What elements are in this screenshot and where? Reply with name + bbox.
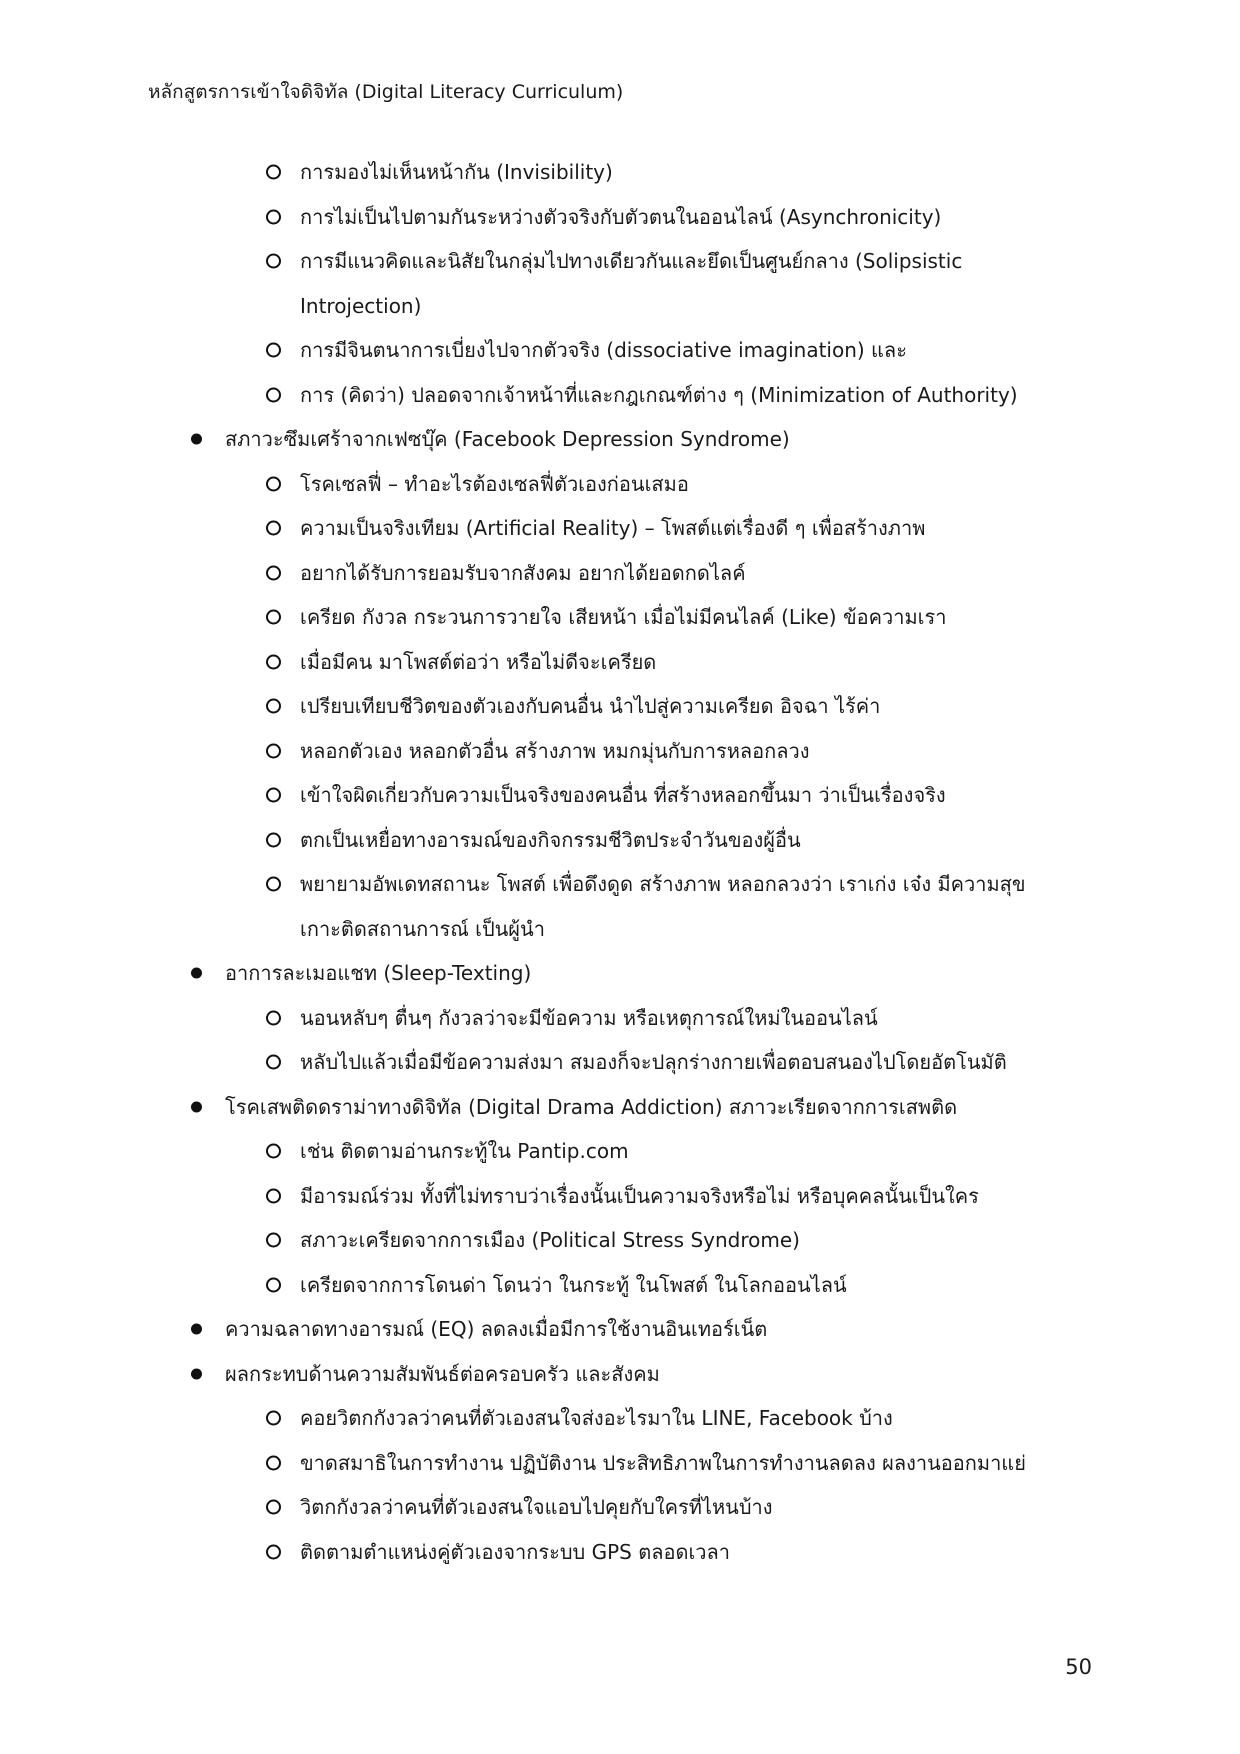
- list-item: [0, 1218, 1240, 1263]
- list-item-text: Introjection): [300, 293, 422, 318]
- list-item-text: ขาดสมาธิในการทำงาน ปฏิบัติงาน ประสิทธิภาพในการทำงานลดลง ผลงานออกมาแย่: [300, 1450, 1026, 1475]
- list-item-text: พยายามอัพเดทสถานะ โพสต์ เพื่อดึงดูด สร้างภาพ หลอกลวงว่า เราเก่ง เจ๋ง มีความสุข: [300, 872, 1026, 896]
- hollow-circle-bullet-icon: [266, 387, 281, 402]
- hollow-circle-bullet-icon: [266, 521, 281, 536]
- section-bullet: [0, 951, 1240, 996]
- list-item: [0, 1530, 1240, 1575]
- list-item-text: เมื่อมีคน มาโพสต์ต่อว่า หรือไม่ดีจะเครียด: [300, 649, 657, 674]
- list-item: [0, 551, 1240, 596]
- list-item-text: หลับไปแล้วเมื่อมีข้อความส่งมา สมองก็จะปลุกร่างกายเพื่อตอบสนองไปโดยอัตโนมัติ: [300, 1050, 1007, 1074]
- hollow-circle-bullet-icon: [266, 209, 281, 224]
- list-item-text: สภาวะเครียดจากการเมือง (Political Stress Syndrome): [300, 1228, 800, 1252]
- hollow-circle-bullet-icon: [266, 610, 281, 625]
- list-item: [0, 1040, 1240, 1085]
- list-item-text: เข้าใจผิดเกี่ยวกับความเป็นจริงของคนอื่น ที่สร้างหลอกขึ้นมา ว่าเป็นเรื่องจริง: [300, 783, 946, 807]
- hollow-circle-bullet-icon: [266, 699, 281, 714]
- list-item: [0, 1441, 1240, 1486]
- filled-circle-bullet-icon: [191, 434, 202, 445]
- list-item: [0, 862, 1240, 907]
- list-item-text: วิตกกังวลว่าคนที่ตัวเองสนใจแอบไปคุยกับใครที่ไหนบ้าง: [300, 1495, 773, 1519]
- list-item: [0, 1485, 1240, 1530]
- section-bullet: [0, 417, 1240, 462]
- hollow-circle-bullet-icon: [266, 1544, 281, 1559]
- page-number: 50: [1065, 1655, 1092, 1679]
- list-item: [0, 328, 1240, 373]
- list-item: [0, 640, 1240, 685]
- filled-circle-bullet-icon: [191, 968, 202, 979]
- hollow-circle-bullet-icon: [266, 565, 281, 580]
- list-item: [0, 684, 1240, 729]
- hollow-circle-bullet-icon: [266, 1188, 281, 1203]
- list-item-text: การ (คิดว่า) ปลอดจากเจ้าหน้าที่และกฎเกณฑ์ต่าง ๆ (Minimization of Authority): [300, 382, 1018, 407]
- list-item-text: คอยวิตกกังวลว่าคนที่ตัวเองสนใจส่งอะไรมาใน LINE, Facebook บ้าง: [300, 1406, 893, 1430]
- hollow-circle-bullet-icon: [266, 877, 281, 892]
- list-item-text: นอนหลับๆ ตื่นๆ กังวลว่าจะมีข้อความ หรือเหตุการณ์ใหม่ในออนไลน์: [300, 1005, 878, 1030]
- list-item-text: เปรียบเทียบชีวิตของตัวเองกับคนอื่น นำไปสู่ความเครียด อิจฉา ไร้ค่า: [300, 694, 881, 718]
- hollow-circle-bullet-icon: [266, 476, 281, 491]
- section-bullet: [0, 1352, 1240, 1397]
- section-bullet: [0, 1085, 1240, 1130]
- list-item-text: หลอกตัวเอง หลอกตัวอื่น สร้างภาพ หมกมุ่นกับการหลอกลวง: [300, 738, 810, 763]
- hollow-circle-bullet-icon: [266, 1233, 281, 1248]
- hollow-circle-bullet-icon: [266, 743, 281, 758]
- list-item: [0, 506, 1240, 551]
- section-bullet-text: สภาวะซึมเศร้าจากเฟซบุ๊ค (Facebook Depression Syndrome): [225, 427, 790, 451]
- list-item: [0, 1174, 1240, 1219]
- document-body: [0, 150, 1240, 1574]
- hollow-circle-bullet-icon: [266, 788, 281, 803]
- list-item: [0, 239, 1240, 284]
- section-bullet-text: โรคเสพติดดราม่าทางดิจิทัล (Digital Drama Addiction) สภาวะเรียดจากการเสพติด: [225, 1094, 958, 1119]
- hollow-circle-bullet-icon: [266, 165, 281, 180]
- list-item: [0, 150, 1240, 195]
- list-item: [0, 729, 1240, 774]
- list-item-text: อยากได้รับการยอมรับจากสังคม อยากได้ยอดกดไลค์: [300, 560, 746, 585]
- section-bullet-text: อาการละเมอแชท (Sleep-Texting): [225, 961, 532, 985]
- section-bullet: [0, 1307, 1240, 1352]
- list-item-text: เกาะติดสถานการณ์ เป็นผู้นำ: [300, 916, 545, 941]
- hollow-circle-bullet-icon: [266, 654, 281, 669]
- list-item: [0, 996, 1240, 1041]
- list-item-text: การมองไม่เห็นหน้ากัน (Invisibility): [300, 160, 613, 184]
- list-item-text: เครียดจากการโดนด่า โดนว่า ในกระทู้ ในโพสต์ ในโลกออนไลน์: [300, 1272, 847, 1297]
- list-item: [0, 1396, 1240, 1441]
- hollow-circle-bullet-icon: [266, 1144, 281, 1159]
- list-item: [0, 373, 1240, 418]
- list-item-continuation: [0, 907, 1240, 952]
- hollow-circle-bullet-icon: [266, 343, 281, 358]
- hollow-circle-bullet-icon: [266, 1411, 281, 1426]
- hollow-circle-bullet-icon: [266, 1500, 281, 1515]
- list-item: [0, 1129, 1240, 1174]
- section-bullet-text: ผลกระทบด้านความสัมพันธ์ต่อครอบครัว และสังคม: [225, 1361, 660, 1386]
- list-item-continuation: [0, 284, 1240, 329]
- list-item-text: โรคเซลฟี่ – ทำอะไรต้องเซลฟี่ตัวเองก่อนเสมอ: [300, 471, 689, 496]
- page-header: หลักสูตรการเข้าใจดิจิทัล (Digital Literacy Curriculum): [148, 81, 624, 103]
- list-item-text: เครียด กังวล กระวนการวายใจ เสียหน้า เมื่อไม่มีคนไลค์ (Like) ข้อความเรา: [300, 605, 947, 629]
- list-item-text: ความเป็นจริงเทียม (Artificial Reality) – โพสต์แต่เรื่องดี ๆ เพื่อสร้างภาพ: [300, 516, 926, 540]
- filled-circle-bullet-icon: [191, 1324, 202, 1335]
- hollow-circle-bullet-icon: [266, 832, 281, 847]
- filled-circle-bullet-icon: [191, 1368, 202, 1379]
- list-item-text: การไม่เป็นไปตามกันระหว่างตัวจริงกับตัวตนในออนไลน์ (Asynchronicity): [300, 204, 942, 229]
- hollow-circle-bullet-icon: [266, 1455, 281, 1470]
- hollow-circle-bullet-icon: [266, 1277, 281, 1292]
- hollow-circle-bullet-icon: [266, 1010, 281, 1025]
- list-item-text: ติดตามตำแหน่งคู่ตัวเองจากระบบ GPS ตลอดเวลา: [300, 1539, 731, 1564]
- hollow-circle-bullet-icon: [266, 254, 281, 269]
- hollow-circle-bullet-icon: [266, 1055, 281, 1070]
- list-item: [0, 1263, 1240, 1308]
- list-item: [0, 773, 1240, 818]
- list-item-text: เช่น ติดตามอ่านกระทู้ใน Pantip.com: [300, 1139, 629, 1163]
- section-bullet-text: ความฉลาดทางอารมณ์ (EQ) ลดลงเมื่อมีการใช้งานอินเทอร์เน็ต: [225, 1317, 768, 1341]
- list-item-text: ตกเป็นเหยื่อทางอารมณ์ของกิจกรรมชีวิตประจำวันของผู้อื่น: [300, 827, 801, 852]
- list-item: [0, 818, 1240, 863]
- list-item-text: การมีแนวคิดและนิสัยในกลุ่มไปทางเดียวกันและยึดเป็นศูนย์กลาง (Solipsistic: [300, 249, 963, 273]
- list-item: [0, 195, 1240, 240]
- list-item-text: มีอารมณ์ร่วม ทั้งที่ไม่ทราบว่าเรื่องนั้นเป็นความจริงหรือไม่ หรือบุคคลนั้นเป็นใคร: [300, 1183, 979, 1208]
- filled-circle-bullet-icon: [191, 1101, 202, 1112]
- list-item: [0, 595, 1240, 640]
- list-item-text: การมีจินตนาการเบี่ยงไปจากตัวจริง (dissociative imagination) และ: [300, 338, 907, 362]
- list-item: [0, 462, 1240, 507]
